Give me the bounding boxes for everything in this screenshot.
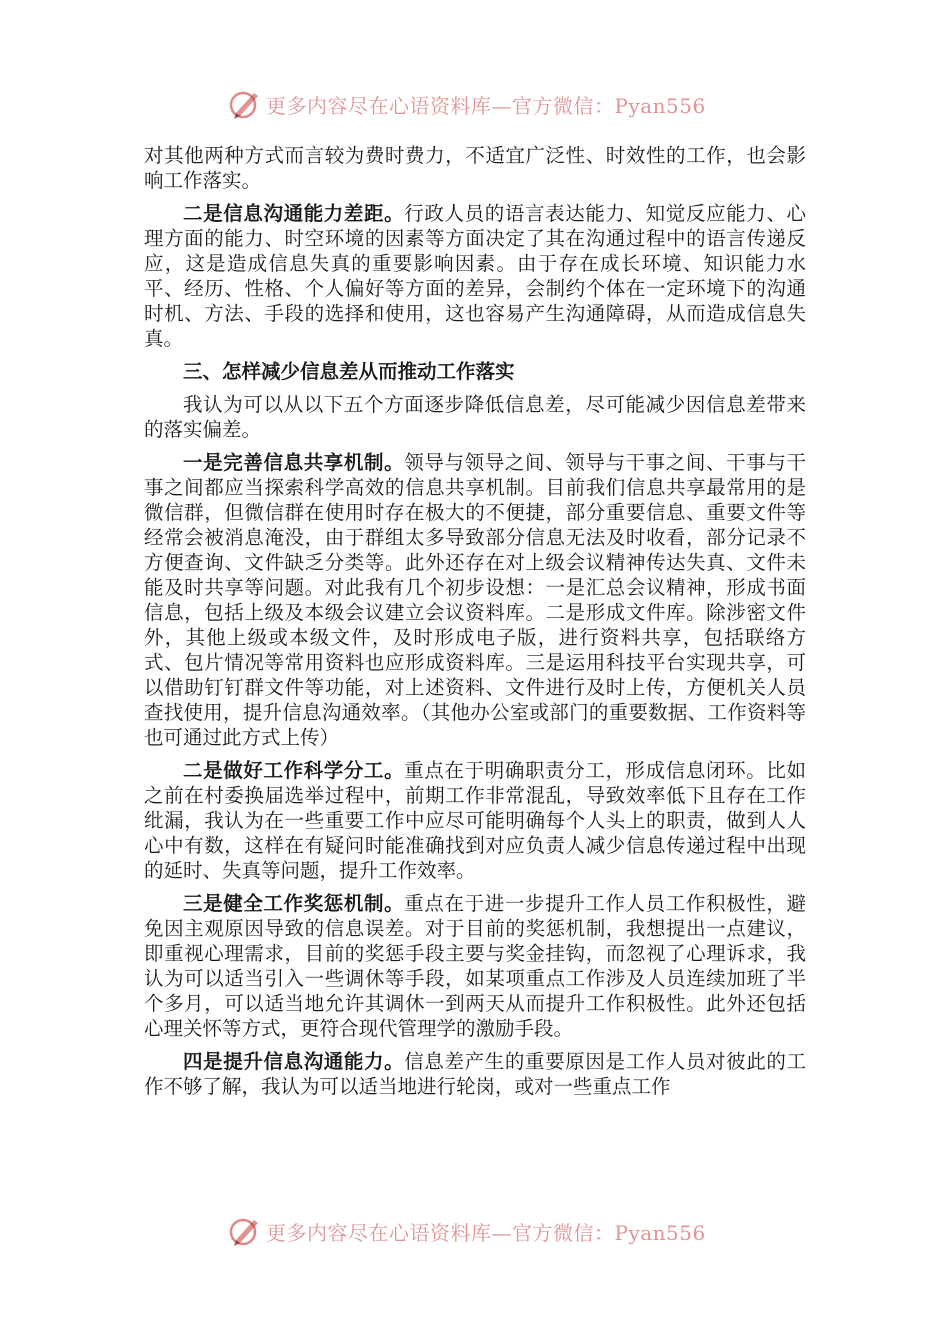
paragraph-lead: 四是提升信息沟通能力。 <box>183 1050 405 1073</box>
paragraph-lead: 一是完善信息共享机制。 <box>183 451 405 474</box>
paragraph-communication-gap <box>144 201 806 351</box>
paragraph-lead: 三是健全工作奖惩机制。 <box>183 892 405 915</box>
paragraph-text: 对其他两种方式而言较为费时费力，不适宜广泛性、时效性的工作，也会影响工作落实。 <box>144 144 806 192</box>
paragraph-text: 重点在于进一步提升工作人员工作积极性，避免因主观原因导致的信息误差。对于目前的奖惩机制，我想提出一点建议，即重视心理需求，目前的奖惩手段主要与奖金挂钩，而忽视了心理诉求，我认为可以适当引入一些调休等手段，如某项重点工作涉及人员连续加班了半个多月，可以适当地允许其调休一到两天从而提升工作积极性。此外还包括心理关怀等方式，更符合现代管理学的激励手段。 <box>144 892 806 1040</box>
paragraph-text: 领导与领导之间、领导与干事之间、干事与干事之间都应当探索科学高效的信息共享机制。目前我们信息共享最常用的是微信群，但微信群在使用时存在极大的不便捷，部分重要信息、重要文件等经常会被消息淹没，由于群组太多导致部分信息无法及时收看，部分记录不方便查询、文件缺乏分类等。此外还存在对上级会议精神传达失真、文件未能及时共享等问题。对此我有几个初步设想：一是汇总会议精神，形成书面信息，包括上级及本级会议建立会议资料库。二是形成文件库。除涉密文件外，其他上级或本级文件，及时形成电子版，进行资料共享，包括联络方式、包片情况等常用资料也应形成资料库。三是运用科技平台实现共享，可以借助钉钉群文件等功能，对上述资料、文件进行及时上传，方便机关人员查找使用，提升信息沟通效率。（其他办公室或部门的重要数据、工作资料等也可通过此方式上传） <box>144 451 806 749</box>
paragraph-rewards <box>144 891 806 1041</box>
paragraph-text: 信息差产生的重要原因是工作人员对彼此的工作不够了解，我认为可以适当地进行轮岗，或对一些重点工作 <box>144 1050 806 1098</box>
watermark-text: 更多内容尽在心语资料库—官方微信：Pyan556 <box>266 1220 706 1245</box>
paragraph-continuation <box>144 143 806 193</box>
paragraph-intro <box>144 392 806 442</box>
paragraph-division-of-labor <box>144 758 806 883</box>
header-watermark <box>228 84 706 124</box>
paragraph-text: 重点在于明确职责分工，形成信息闭环。比如之前在村委换届选举过程中，前期工作非常混乱，导致效率低下且存在工作纰漏，我认为在一些重要工作中应尽可能明确每个人头上的职责，做到人人心中有数，这样在有疑问时能准确找到对应负责人减少信息传递过程中出现的延时、失真等问题，提升工作效率。 <box>144 759 806 882</box>
paragraph-communication-skill <box>144 1049 806 1099</box>
pen-logo-icon <box>228 87 262 121</box>
paragraph-info-sharing <box>144 450 806 750</box>
pen-logo-icon <box>228 1214 262 1248</box>
footer-watermark <box>228 1211 706 1251</box>
paragraph-lead: 二是做好工作科学分工。 <box>183 759 405 782</box>
paragraph-lead: 二是信息沟通能力差距。 <box>183 202 405 225</box>
paragraph-text: 我认为可以从以下五个方面逐步降低信息差，尽可能减少因信息差带来的落实偏差。 <box>144 393 806 441</box>
document-body <box>144 143 806 1107</box>
section-heading: 三、怎样减少信息差从而推动工作落实 <box>183 360 515 383</box>
watermark-text: 更多内容尽在心语资料库—官方微信：Pyan556 <box>266 93 706 118</box>
paragraph-text: 行政人员的语言表达能力、知觉反应能力、心理方面的能力、时空环境的因素等方面决定了其在沟通过程中的语言传递反应，这是造成信息失真的重要影响因素。由于存在成长环境、知识能力水平、经历、性格、个人偏好等方面的差异，会制约个体在一定环境下的沟通时机、方法、手段的选择和使用，这也容易产生沟通障碍，从而造成信息失真。 <box>144 202 806 350</box>
